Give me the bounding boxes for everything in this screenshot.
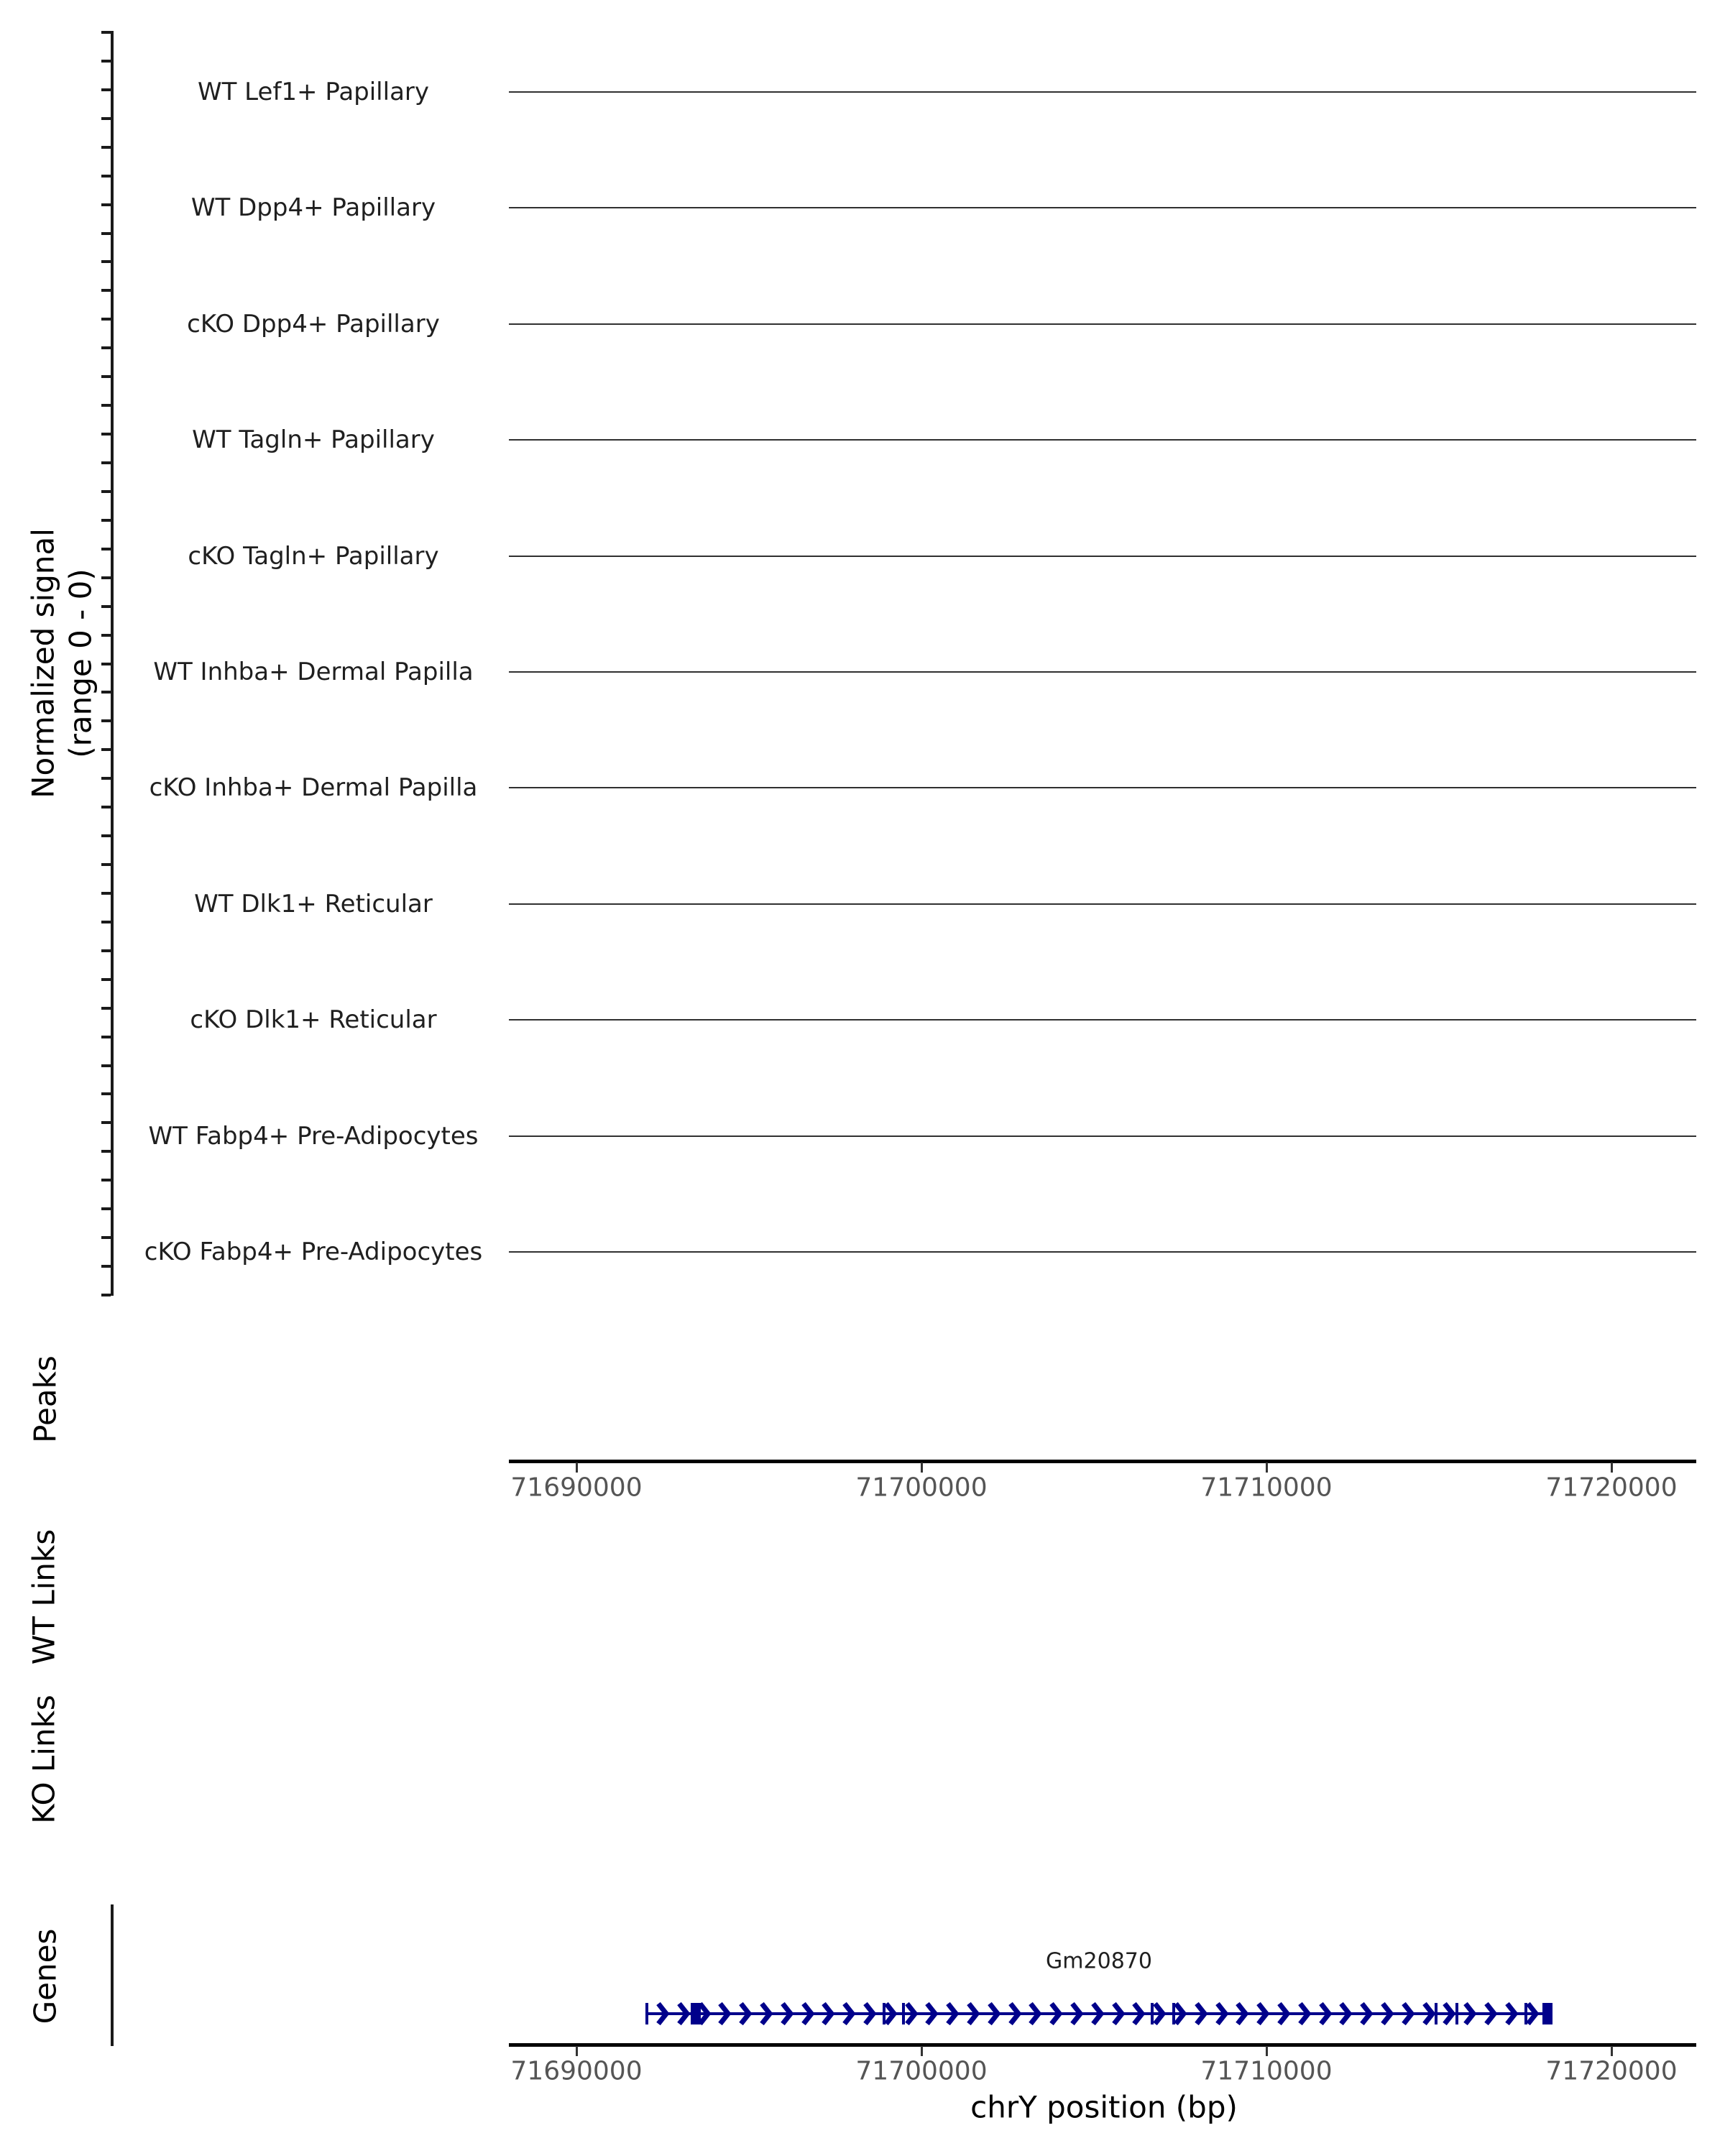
y-axis-tick	[101, 88, 111, 91]
x-axis-title: chrY position (bp)	[970, 2089, 1238, 2125]
track-label: cKO Tagln+ Papillary	[188, 541, 439, 571]
gene-strand-arrow-icon	[1484, 2001, 1497, 2026]
track-signal-line	[509, 787, 1696, 788]
peaks-axis-line	[509, 1460, 1696, 1463]
track-signal-line	[509, 903, 1696, 905]
gene-exon-tick	[902, 2003, 905, 2024]
track-signal-line	[509, 207, 1696, 208]
y-axis-tick	[101, 548, 111, 550]
y-axis-tick	[101, 834, 111, 837]
y-axis-tick	[101, 433, 111, 436]
y-axis-tick	[101, 921, 111, 923]
gene-strand-arrow-icon	[739, 2001, 752, 2026]
gene-strand-arrow-icon	[1339, 2001, 1352, 2026]
y-axis-title-line1: Normalized signal	[25, 528, 61, 798]
section-label-peaks: Peaks	[27, 1355, 63, 1443]
track-signal-line	[509, 671, 1696, 673]
gene-exon-block	[1542, 2003, 1552, 2024]
y-axis-tick	[101, 748, 111, 751]
y-axis-tick	[101, 375, 111, 378]
genome-axis-tick-label: 71700000	[855, 2056, 988, 2086]
peaks-axis-tick-label: 71700000	[855, 1473, 988, 1503]
track-signal-line	[509, 439, 1696, 441]
track-label: WT Dpp4+ Papillary	[190, 193, 436, 223]
gene-strand-arrow-icon	[946, 2001, 959, 2026]
gene-exon-tick	[1435, 2003, 1438, 2024]
gene-exon-tick	[645, 2003, 648, 2024]
track-label: WT Fabp4+ Pre-Adipocytes	[148, 1121, 479, 1151]
track-signal-line	[509, 323, 1696, 325]
y-axis-tick	[101, 203, 111, 206]
track-signal-line	[509, 1019, 1696, 1021]
gene-strand-arrow-icon	[1132, 2001, 1145, 2026]
gene-strand-arrow-icon	[1319, 2001, 1332, 2026]
gene-strand-arrow-icon	[884, 2001, 897, 2026]
y-axis-tick	[101, 1121, 111, 1124]
gene-strand-arrow-icon	[781, 2001, 794, 2026]
y-axis-tick	[101, 576, 111, 579]
gene-strand-arrow-icon	[718, 2001, 731, 2026]
gene-strand-arrow-icon	[1402, 2001, 1414, 2026]
gene-strand-arrow-icon	[1236, 2001, 1248, 2026]
y-axis-tick	[101, 1036, 111, 1038]
y-axis-tick	[101, 260, 111, 263]
gene-strand-arrow-icon	[1153, 2001, 1166, 2026]
track-label: WT Dlk1+ Reticular	[194, 889, 433, 918]
peaks-axis-tick	[576, 1462, 578, 1473]
section-label-genes: Genes	[27, 1928, 63, 2024]
gene-strand-arrow-icon	[1381, 2001, 1394, 2026]
gene-strand-arrow-icon	[1215, 2001, 1228, 2026]
peaks-axis-tick	[1266, 1462, 1268, 1473]
track-label: WT Lef1+ Papillary	[197, 78, 430, 106]
gene-strand-arrow-icon	[842, 2001, 855, 2026]
peaks-axis-tick-label: 71710000	[1200, 1473, 1333, 1503]
y-axis-title-line2: (range 0 - 0)	[63, 568, 98, 758]
y-axis-tick	[101, 892, 111, 895]
y-axis-tick	[101, 978, 111, 981]
genome-axis-tick	[1611, 2046, 1613, 2056]
y-axis-tick	[101, 949, 111, 952]
peaks-axis-tick	[1611, 1462, 1613, 1473]
y-axis-tick	[101, 404, 111, 407]
gene-strand-arrow-icon	[1008, 2001, 1021, 2026]
section-label-ko-links: KO Links	[26, 1695, 62, 1824]
gene-strand-arrow-icon	[1029, 2001, 1041, 2026]
y-axis-tick	[101, 1207, 111, 1210]
y-axis-tick	[101, 1064, 111, 1067]
track-label: cKO Inhba+ Dermal Papilla	[149, 773, 478, 803]
track-label: cKO Dpp4+ Papillary	[187, 309, 440, 338]
gene-exon-tick	[1524, 2003, 1527, 2024]
gene-strand-arrow-icon	[801, 2001, 814, 2026]
y-axis-tick	[101, 1092, 111, 1095]
y-axis-tick	[101, 318, 111, 321]
y-axis-tick	[101, 777, 111, 780]
genome-axis-tick-label: 71720000	[1545, 2056, 1678, 2086]
gene-strand-arrow-icon	[1256, 2001, 1269, 2026]
y-axis-tick	[101, 1007, 111, 1010]
track-label: WT Inhba+ Dermal Papilla	[153, 658, 474, 686]
gene-exon-tick	[883, 2003, 886, 2024]
gene-strand-arrow-icon	[1505, 2001, 1518, 2026]
y-axis-tick	[101, 461, 111, 464]
gene-strand-arrow-icon	[988, 2001, 1000, 2026]
section-label-wt-links: WT Links	[26, 1529, 62, 1665]
y-axis-tick	[101, 117, 111, 120]
genome-axis-tick-label: 71690000	[510, 2056, 643, 2086]
gene-strand-arrow-icon	[1049, 2001, 1062, 2026]
gene-name-label: Gm20870	[1046, 1948, 1152, 1974]
gene-strand-arrow-icon	[1526, 2001, 1539, 2026]
gene-exon-tick	[1172, 2003, 1175, 2024]
gene-strand-arrow-icon	[822, 2001, 834, 2026]
gene-strand-arrow-icon	[656, 2001, 669, 2026]
genome-axis-tick	[921, 2046, 923, 2056]
y-axis-tick	[101, 605, 111, 608]
track-signal-line	[509, 91, 1696, 93]
y-axis-tick	[101, 175, 111, 178]
y-axis-tick	[101, 346, 111, 349]
y-axis-tick	[101, 490, 111, 493]
gene-strand-arrow-icon	[677, 2001, 690, 2026]
track-signal-line	[509, 556, 1696, 557]
y-axis-tick	[101, 31, 111, 34]
gene-strand-arrow-icon	[905, 2001, 918, 2026]
gene-strand-arrow-icon	[1298, 2001, 1311, 2026]
track-label: cKO Dlk1+ Reticular	[190, 1005, 437, 1035]
gene-strand-arrow-icon	[1112, 2001, 1125, 2026]
track-signal-line	[509, 1251, 1696, 1253]
y-axis-tick	[101, 806, 111, 808]
gene-strand-arrow-icon	[1360, 2001, 1373, 2026]
gene-strand-arrow-icon	[925, 2001, 938, 2026]
y-axis-tick	[101, 691, 111, 694]
gene-strand-arrow-icon	[1463, 2001, 1476, 2026]
track-label: WT Tagln+ Papillary	[192, 425, 435, 455]
gene-strand-arrow-icon	[1443, 2001, 1455, 2026]
genome-axis-tick-label: 71710000	[1200, 2056, 1333, 2086]
gene-strand-arrow-icon	[1091, 2001, 1104, 2026]
y-axis-tick	[101, 1294, 111, 1296]
genome-axis-line	[509, 2043, 1696, 2047]
gene-exon-tick	[1151, 2003, 1154, 2024]
y-axis-tick	[101, 1179, 111, 1181]
gene-strand-arrow-icon	[1070, 2001, 1083, 2026]
y-axis-tick	[101, 232, 111, 235]
gene-strand-arrow-icon	[760, 2001, 773, 2026]
y-axis-tick	[101, 863, 111, 866]
track-signal-line	[509, 1135, 1696, 1137]
y-axis-tick	[101, 663, 111, 665]
peaks-axis-tick	[921, 1462, 923, 1473]
gene-strand-arrow-icon	[967, 2001, 980, 2026]
y-axis-tick	[101, 289, 111, 292]
peaks-axis-tick-label: 71690000	[510, 1473, 643, 1503]
y-axis-tick	[101, 519, 111, 522]
gene-strand-arrow-icon	[1422, 2001, 1435, 2026]
y-axis-tick	[101, 1236, 111, 1239]
genome-axis-tick	[576, 2046, 578, 2056]
y-axis-tick	[101, 146, 111, 149]
y-axis-tick	[101, 634, 111, 637]
y-axis-tick	[101, 1265, 111, 1268]
gene-exon-block	[691, 2003, 701, 2024]
genome-axis-tick	[1266, 2046, 1268, 2056]
gene-strand-arrow-icon	[1277, 2001, 1290, 2026]
gene-strand-arrow-icon	[1174, 2001, 1187, 2026]
gene-exon-tick	[1455, 2003, 1458, 2024]
y-axis-tick	[101, 719, 111, 722]
genes-bracket	[111, 1904, 114, 2046]
y-axis-tick	[101, 60, 111, 63]
track-label: cKO Fabp4+ Pre-Adipocytes	[144, 1238, 483, 1266]
gene-strand-arrow-icon	[863, 2001, 876, 2026]
gene-strand-arrow-icon	[1195, 2001, 1208, 2026]
peaks-axis-tick-label: 71720000	[1545, 1473, 1678, 1503]
y-axis-tick	[101, 1150, 111, 1153]
y-axis-bracket	[111, 31, 114, 1296]
